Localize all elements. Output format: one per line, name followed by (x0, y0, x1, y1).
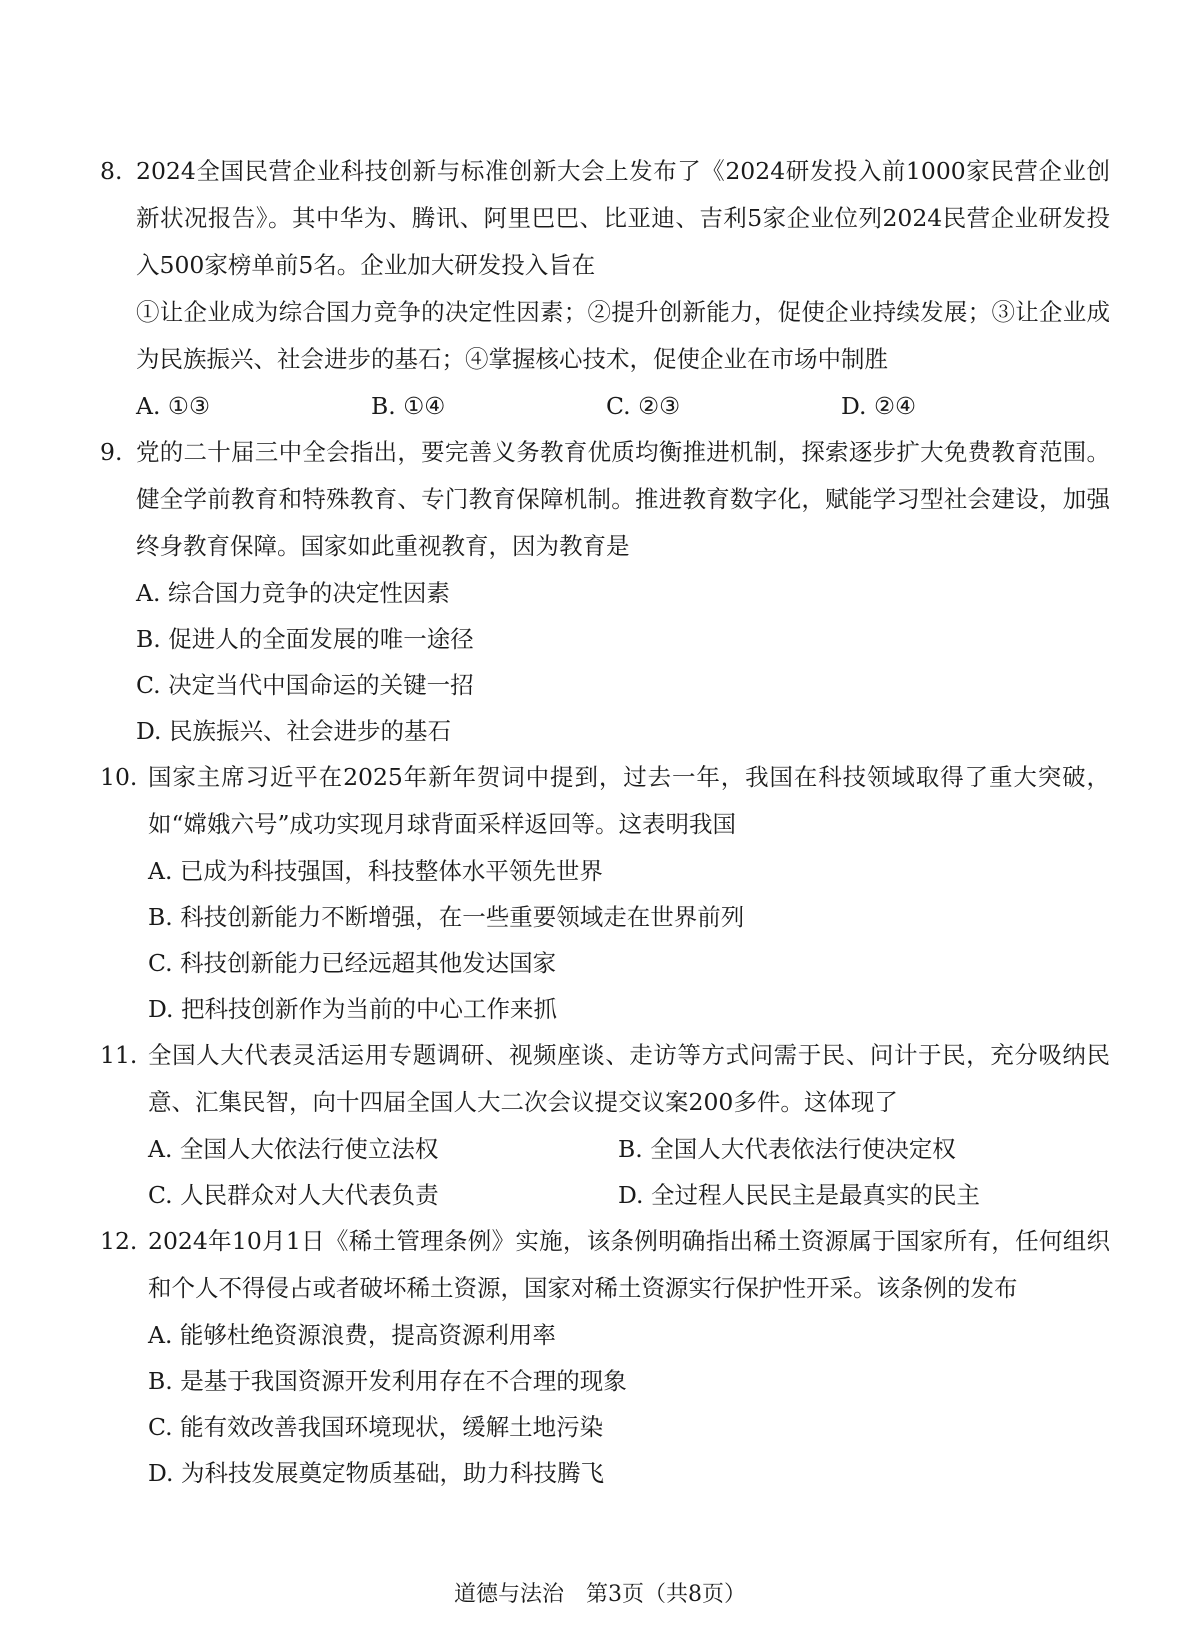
question-stem: 党的二十届三中全会指出，要完善义务教育优质均衡推进机制，探索逐步扩大免费教育范围。健全学前教育和特殊教育、专门教育保障机制。推进教育数字化，赋能学习型社会建设，加强终身教育保障。国家如此重视教育，因为教育是 (136, 438, 1110, 560)
option-d: D. ②④ (841, 392, 917, 420)
option-d: D. 全过程人民民主是最真实的民主 (618, 1181, 980, 1209)
question-number: 9. (100, 438, 123, 466)
option-b: B. ①④ (371, 392, 446, 420)
question-number: 11. (100, 1041, 138, 1069)
option-c: C. 能有效改善我国环境现状，缓解土地污染 (148, 1413, 604, 1441)
option-c: C. 决定当代中国命运的关键一招 (136, 671, 474, 699)
option-d: D. 民族振兴、社会进步的基石 (136, 717, 451, 745)
question-9 (100, 429, 1110, 754)
option-a: A. 综合国力竞争的决定性因素 (136, 579, 450, 607)
question-stem: 国家主席习近平在2025年新年贺词中提到，过去一年，我国在科技领域取得了重大突破，如“嫦娥六号”成功实现月球背面采样返回等。这表明我国 (148, 763, 1110, 838)
option-a: A. 已成为科技强国，科技整体水平领先世界 (148, 857, 603, 885)
option-a: A. ①③ (136, 392, 211, 420)
option-b: B. 促进人的全面发展的唯一途径 (136, 625, 474, 653)
question-stem: 2024全国民营企业科技创新与标准创新大会上发布了《2024研发投入前1000家民营企业创新状况报告》。其中华为、腾讯、阿里巴巴、比亚迪、吉利5家企业位列2024民营企业研发投入500家榜单前5名。企业加大研发投入旨在 (136, 157, 1110, 279)
option-d: D. 为科技发展奠定物质基础，助力科技腾飞 (148, 1459, 604, 1487)
question-10 (100, 754, 1110, 1032)
question-list (100, 148, 1110, 1496)
option-b: B. 科技创新能力不断增强，在一些重要领域走在世界前列 (148, 903, 745, 931)
question-12 (100, 1218, 1110, 1496)
question-number: 10. (100, 763, 138, 791)
option-d: D. 把科技创新作为当前的中心工作来抓 (148, 995, 557, 1023)
option-c: C. 科技创新能力已经远超其他发达国家 (148, 949, 557, 977)
question-stem: 全国人大代表灵活运用专题调研、视频座谈、走访等方式问需于民、问计于民，充分吸纳民意、汇集民智，向十四届全国人大二次会议提交议案200多件。这体现了 (148, 1041, 1110, 1116)
page-footer: 道德与法治 第3页（共8页） (454, 1582, 746, 1607)
question-8 (100, 148, 1110, 429)
question-number: 12. (100, 1227, 138, 1255)
question-stem: 2024年10月1日《稀土管理条例》实施，该条例明确指出稀土资源属于国家所有，任何组织和个人不得侵占或者破坏稀土资源，国家对稀土资源实行保护性开采。该条例的发布 (148, 1227, 1110, 1302)
option-a: A. 能够杜绝资源浪费，提高资源利用率 (148, 1321, 556, 1349)
option-a: A. 全国人大依法行使立法权 (148, 1135, 439, 1163)
option-b: B. 全国人大代表依法行使决定权 (618, 1135, 956, 1163)
option-c: C. 人民群众对人大代表负责 (148, 1181, 439, 1209)
option-c: C. ②③ (606, 392, 681, 420)
question-11 (100, 1032, 1110, 1218)
question-number: 8. (100, 157, 123, 185)
question-statements: ①让企业成为综合国力竞争的决定性因素；②提升创新能力，促使企业持续发展；③让企业成为民族振兴、社会进步的基石；④掌握核心技术，促使企业在市场中制胜 (136, 298, 1110, 373)
option-b: B. 是基于我国资源开发利用存在不合理的现象 (148, 1367, 627, 1395)
